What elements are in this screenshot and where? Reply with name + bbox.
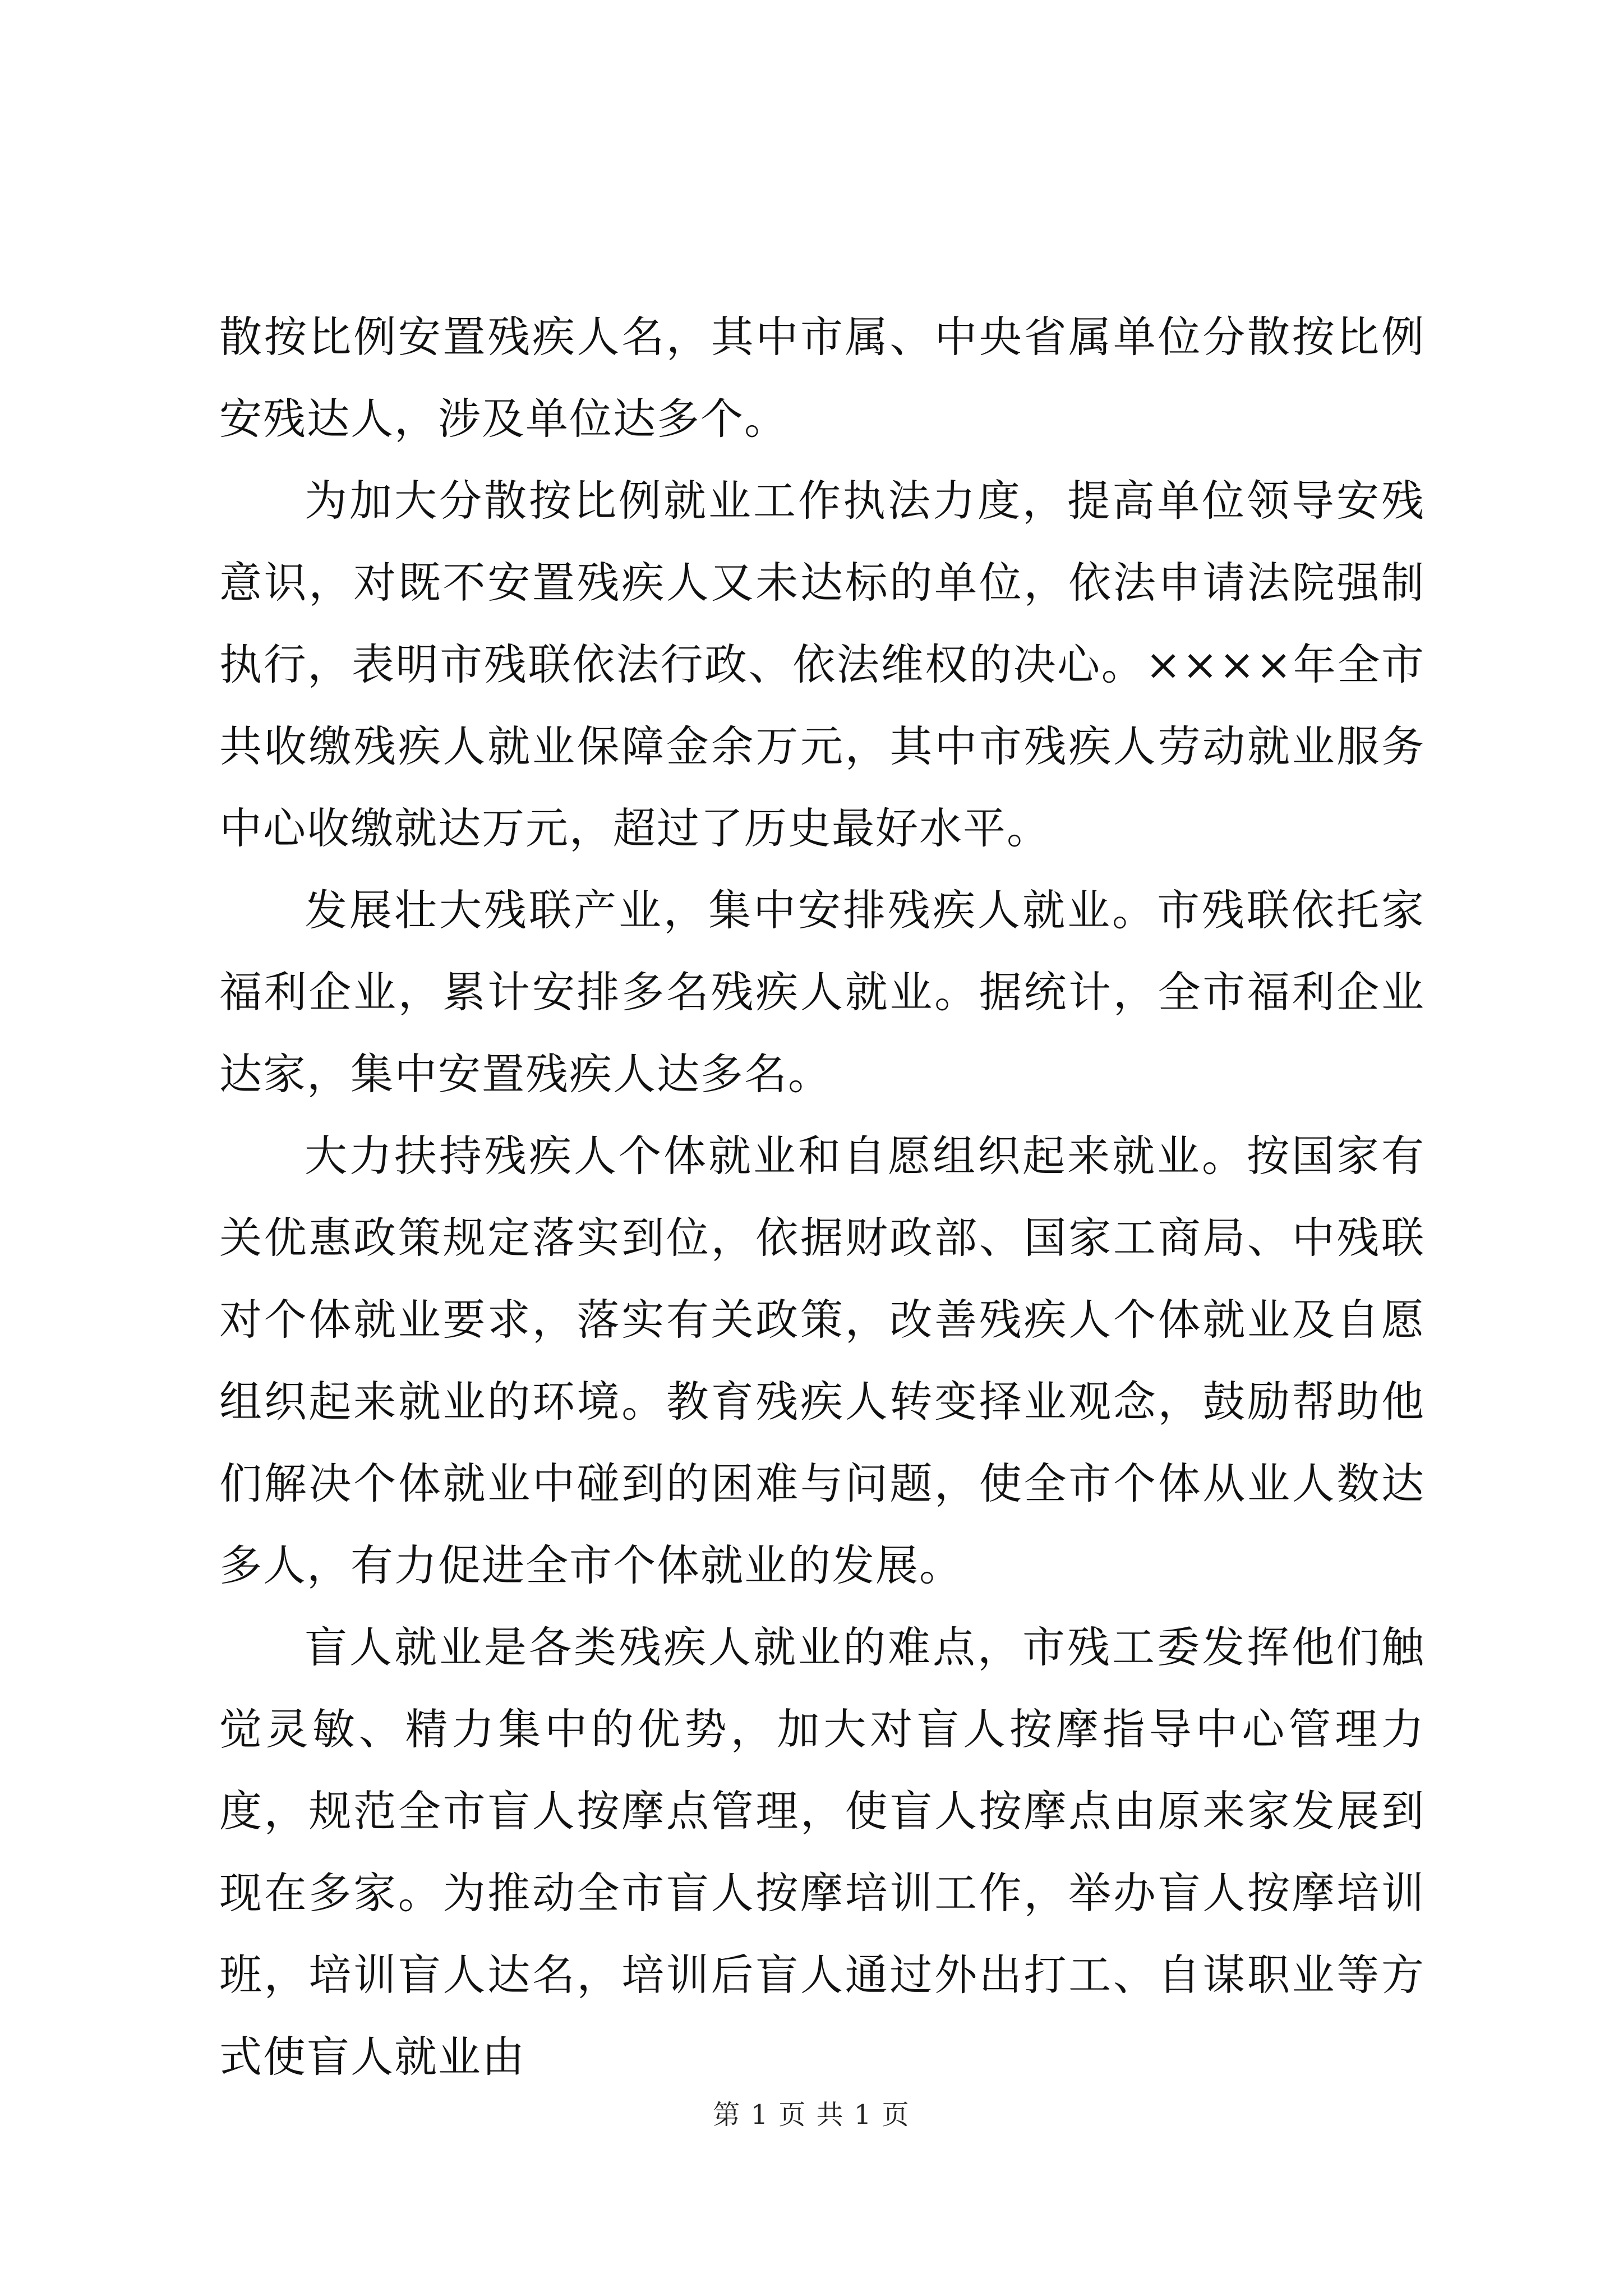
paragraph: 盲人就业是各类残疾人就业的难点，市残工委发挥他们触觉灵敏、精力集中的优势，加大对盲人按摩指导中心管理力度，规范全市盲人按摩点管理，使盲人按摩点由原来家发展到现在多家。为推动全市盲人按摩培训工作，举办盲人按摩培训班，培训盲人达名，培训后盲人通过外出打工、自谋职业等方式使盲人就业由	[219, 1622, 1425, 2082]
paragraph: 为加大分散按比例就业工作执法力度，提高单位领导安残意识，对既不安置残疾人又未达标的单位，依法申请法院强制执行，表明市残联依法行政、依法维权的决心。××××年全市共收缴残疾人就业保障金余万元，其中市残疾人劳动就业服务中心收缴就达万元，超过了历史最好水平。	[219, 476, 1425, 853]
document-body	[219, 296, 1425, 2098]
paragraph: 发展壮大残联产业，集中安排残疾人就业。市残联依托家福利企业，累计安排多名残疾人就业。据统计，全市福利企业达家，集中安置残疾人达多名。	[219, 885, 1425, 1099]
paragraph: 大力扶持残疾人个体就业和自愿组织起来就业。按国家有关优惠政策规定落实到位，依据财政部、国家工商局、中残联对个体就业要求，落实有关政策，改善残疾人个体就业及自愿组织起来就业的环境。教育残疾人转变择业观念，鼓励帮助他们解决个体就业中碰到的困难与问题，使全市个体从业人数达多人，有力促进全市个体就业的发展。	[219, 1131, 1425, 1590]
paragraph-continued: 散按比例安置残疾人名，其中市属、中央省属单位分散按比例安残达人，涉及单位达多个。	[219, 312, 1425, 444]
page-footer: 第 1 页 共 1 页	[713, 2099, 910, 2131]
